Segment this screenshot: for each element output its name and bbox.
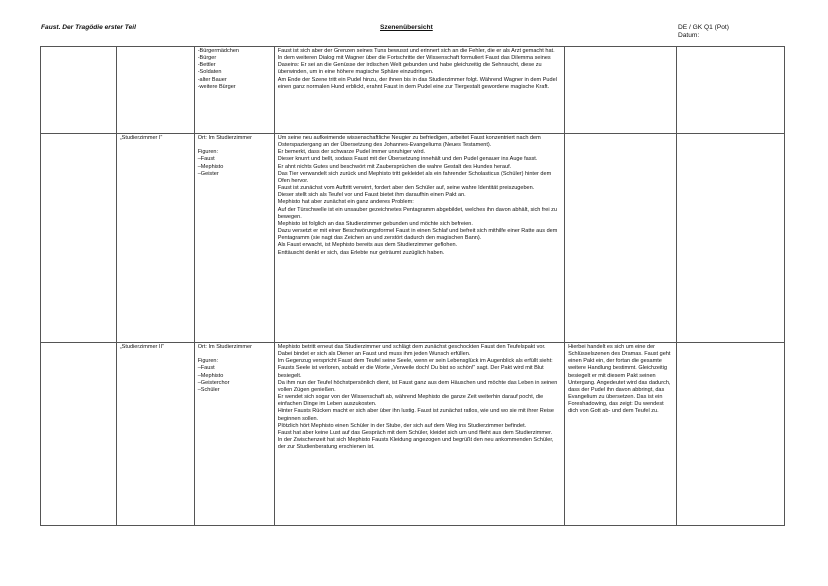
content-paragraph: Am Ende der Szene tritt ein Pudel hinzu, der ihnen bis in das Studierzimmer folgt. Während Wagner in dem Pudel einen ganz normalen Hund erblickt, erahnt Faust in dem Pudel eine zur Tiergestalt gewordene magische Kraft. bbox=[277, 76, 557, 90]
content-paragraph: Hinter Fausts Rücken macht er sich aber über ihn lustig. Faust ist zunächst ratlos, wie und wo sie mit ihrer Reise beginnen sollen. bbox=[277, 408, 554, 422]
content-paragraph: In der Zwischenzeit hat sich Mephisto Fausts Kleidung angezogen und begrüßt den neu ankommenden Schüler, der zur Studienberatung erschienen ist. bbox=[277, 437, 554, 451]
table-row bbox=[41, 47, 785, 134]
content-paragraph: Faust hat aber keine Lust auf das Gespräch mit dem Schüler, kleidet sich um und flieht aus dem Studierzimmer. bbox=[277, 429, 553, 436]
scene-name-cell bbox=[116, 134, 194, 343]
content-paragraph: Mephisto betritt erneut das Studierzimmer und schlägt dem zunächst geschockten Faust den Teufelspakt vor. bbox=[277, 344, 546, 350]
content-paragraph: Dazu versetzt er mit einer Beschwörungsformel Faust in einen Schlaf und befreit sich mithilfe einer Ratte aus dem Pentagramm (sie nagt das Zeichen an und zerstört dadurch den magischen Bann). bbox=[277, 228, 558, 242]
table-row bbox=[41, 343, 785, 526]
empty-cell bbox=[41, 343, 117, 526]
content-paragraph: Im Gegenzug verspricht Faust dem Teufel seine Seele, wenn er sein Lebensglück im Augenblick als erfüllt sieht: Fausts Seele ist verloren, sobald er die Worte „Verweile doch! Du bist so schön!“ sagt. Der Pakt wird mit Blut besiegelt. bbox=[277, 358, 553, 379]
content-paragraph: Als Faust erwacht, ist Mephisto bereits aus dem Studierzimmer geflohen. bbox=[277, 242, 458, 249]
content-paragraph: Dieser knurrt und bellt, sodass Faust mit der Übersetzung innehält und den Pudel genauer ins Auge fasst. bbox=[277, 156, 538, 163]
notes-cell bbox=[565, 343, 677, 526]
content-paragraph: Das Tier verwandelt sich zurück und Mephisto tritt gekleidet als ein fahrender Scholasticus (Schüler) hinter dem Ofen hervor. bbox=[277, 170, 552, 184]
place-figures-cell bbox=[194, 343, 274, 526]
figure-item: -weitere Bürger bbox=[197, 83, 236, 90]
empty-cell bbox=[677, 47, 785, 134]
content-paragraph: Auf der Türschwelle ist ein unsauber gezeichnetes Pentagramm abgebildet, welches ihn davon abhält, sich frei zu bewegen. bbox=[277, 206, 558, 220]
scene-name: „Studierzimmer II“ bbox=[119, 344, 164, 350]
content-paragraph: Mephisto ist folglich an das Studierzimmer gebunden und möchte sich befreien. bbox=[277, 220, 473, 227]
course-info bbox=[678, 24, 729, 40]
figure-item: -alter Bauer bbox=[197, 76, 227, 83]
figure-item: -Bürger bbox=[197, 55, 217, 62]
table-row bbox=[41, 134, 785, 343]
note-paragraph: Hierbei handelt es sich um eine der Schlüsselszenen des Dramas. Faust geht einen Pakt ein, der fortan die gesamte weitere Handlung bestimmt. Gleichzeitig besiegelt er mit diesem Pakt seinen Untergang. Angedeutet wird das dadurch, dass der Pudel ihn davon abbringt, das Evangelium zu übersetzen. Das ist ein Foreshadowing, das zeigt: Du wendest dich von Gott ab- und dem Teufel zu. bbox=[568, 344, 671, 415]
content-paragraph: Mephisto hat aber zunächst ein ganz anderes Problem: bbox=[277, 199, 414, 206]
place-label: Ort: Im Studierzimmer bbox=[197, 135, 252, 141]
content-cell bbox=[274, 343, 564, 526]
scene-name: „Studierzimmer I“ bbox=[119, 135, 163, 141]
content-cell bbox=[274, 134, 564, 343]
figure-item: –Geisterchor bbox=[197, 379, 230, 386]
content-paragraph: Er bemerkt, dass der schwarze Pudel immer unruhiger wird. bbox=[277, 149, 426, 156]
figure-item: –Schüler bbox=[197, 386, 220, 393]
date-label: Datum: bbox=[678, 32, 700, 39]
content-paragraph: Dabei bindet er sich als Diener an Faust und muss ihm jeden Wunsch erfüllen. bbox=[277, 351, 471, 358]
content-paragraph: Faust ist sich aber der Grenzen seines Tuns bewusst und erinnert sich an die Fehler, die er als Arzt gemacht hat. bbox=[277, 48, 555, 54]
place-figures-cell bbox=[194, 134, 274, 343]
notes-cell bbox=[565, 47, 677, 134]
scene-name-cell bbox=[116, 343, 194, 526]
content-paragraph: Er wendet sich sogar von der Wissenschaft ab, während Mephisto die ganze Zeit weiterhin darauf pocht, die einfachen Dinge im Leben auszukosten. bbox=[277, 394, 544, 408]
figure-item: -Bürgermädchen bbox=[197, 48, 240, 54]
figure-item: –Mephisto bbox=[197, 372, 224, 379]
figure-item: –Faust bbox=[197, 156, 215, 163]
empty-cell bbox=[41, 47, 117, 134]
content-paragraph: Faust ist zunächst vom Auftritt verwirrt, fordert aber den Schüler auf, seine wahre Identität preiszugeben. bbox=[277, 185, 535, 192]
section-title: Szenenübersicht bbox=[380, 24, 433, 31]
course-label: DE / GK Q1 (Pot) bbox=[678, 24, 729, 31]
figure-item: -Soldaten bbox=[197, 69, 222, 76]
content-paragraph: Da ihm nun der Teufel höchstpersönlich dient, ist Faust ganz aus dem Häuschen und möchte das Leben in seinen vollen Zügen genießen. bbox=[277, 379, 558, 393]
empty-cell bbox=[41, 134, 117, 343]
scene-overview-table bbox=[40, 46, 785, 526]
content-paragraph: Dieser stellt sich als Teufel vor und Faust bietet ihm daraufhin einen Pakt an. bbox=[277, 192, 466, 199]
place-figures-cell bbox=[194, 47, 274, 134]
empty-cell bbox=[677, 343, 785, 526]
empty-cell bbox=[677, 134, 785, 343]
notes-cell bbox=[565, 134, 677, 343]
figure-item: –Faust bbox=[197, 365, 215, 372]
content-paragraph: Enttäuscht denkt er sich, das Erlebte nur geträumt zuzüglich haben. bbox=[277, 249, 445, 256]
content-cell bbox=[274, 47, 564, 134]
content-paragraph: In dem weiteren Dialog mit Wagner über die Fortschritte der Wissenschaft formuliert Faust das Dilemma seines Daseins: Er sei an die Genüsse der irdischen Welt gebunden und habe gleichzeitig die Sehnsucht, diese zu überwinden, um in eine höhere magische Sphäre einzudringen. bbox=[277, 55, 551, 76]
place-label: Ort: Im Studierzimmer bbox=[197, 344, 252, 350]
content-paragraph: Plötzlich hört Mephisto einen Schüler in der Stube, der sich auf dem Weg ins Studierzimmer befindet. bbox=[277, 422, 527, 429]
figures-label: Figuren: bbox=[197, 358, 219, 365]
scene-name-cell bbox=[116, 47, 194, 134]
figure-item: -Bettler bbox=[197, 62, 216, 69]
content-paragraph: Um seine neu aufkeimende wissenschaftliche Neugier zu befriedigen, arbeitet Faust konzentriert nach dem Osterspaziergang an der Übersetzung des Johannes-Evangeliums (Neues Testament). bbox=[277, 135, 541, 149]
figure-item: –Geister bbox=[197, 170, 219, 177]
figure-item: –Mephisto bbox=[197, 163, 224, 170]
document-title: Faust. Der Tragödie erster Teil bbox=[41, 24, 136, 31]
figures-label: Figuren: bbox=[197, 149, 219, 156]
content-paragraph: Er ahnt nichts Gutes und beschwört mit Zaubersprüchen die wahre Gestalt des Hundes herauf. bbox=[277, 163, 512, 170]
